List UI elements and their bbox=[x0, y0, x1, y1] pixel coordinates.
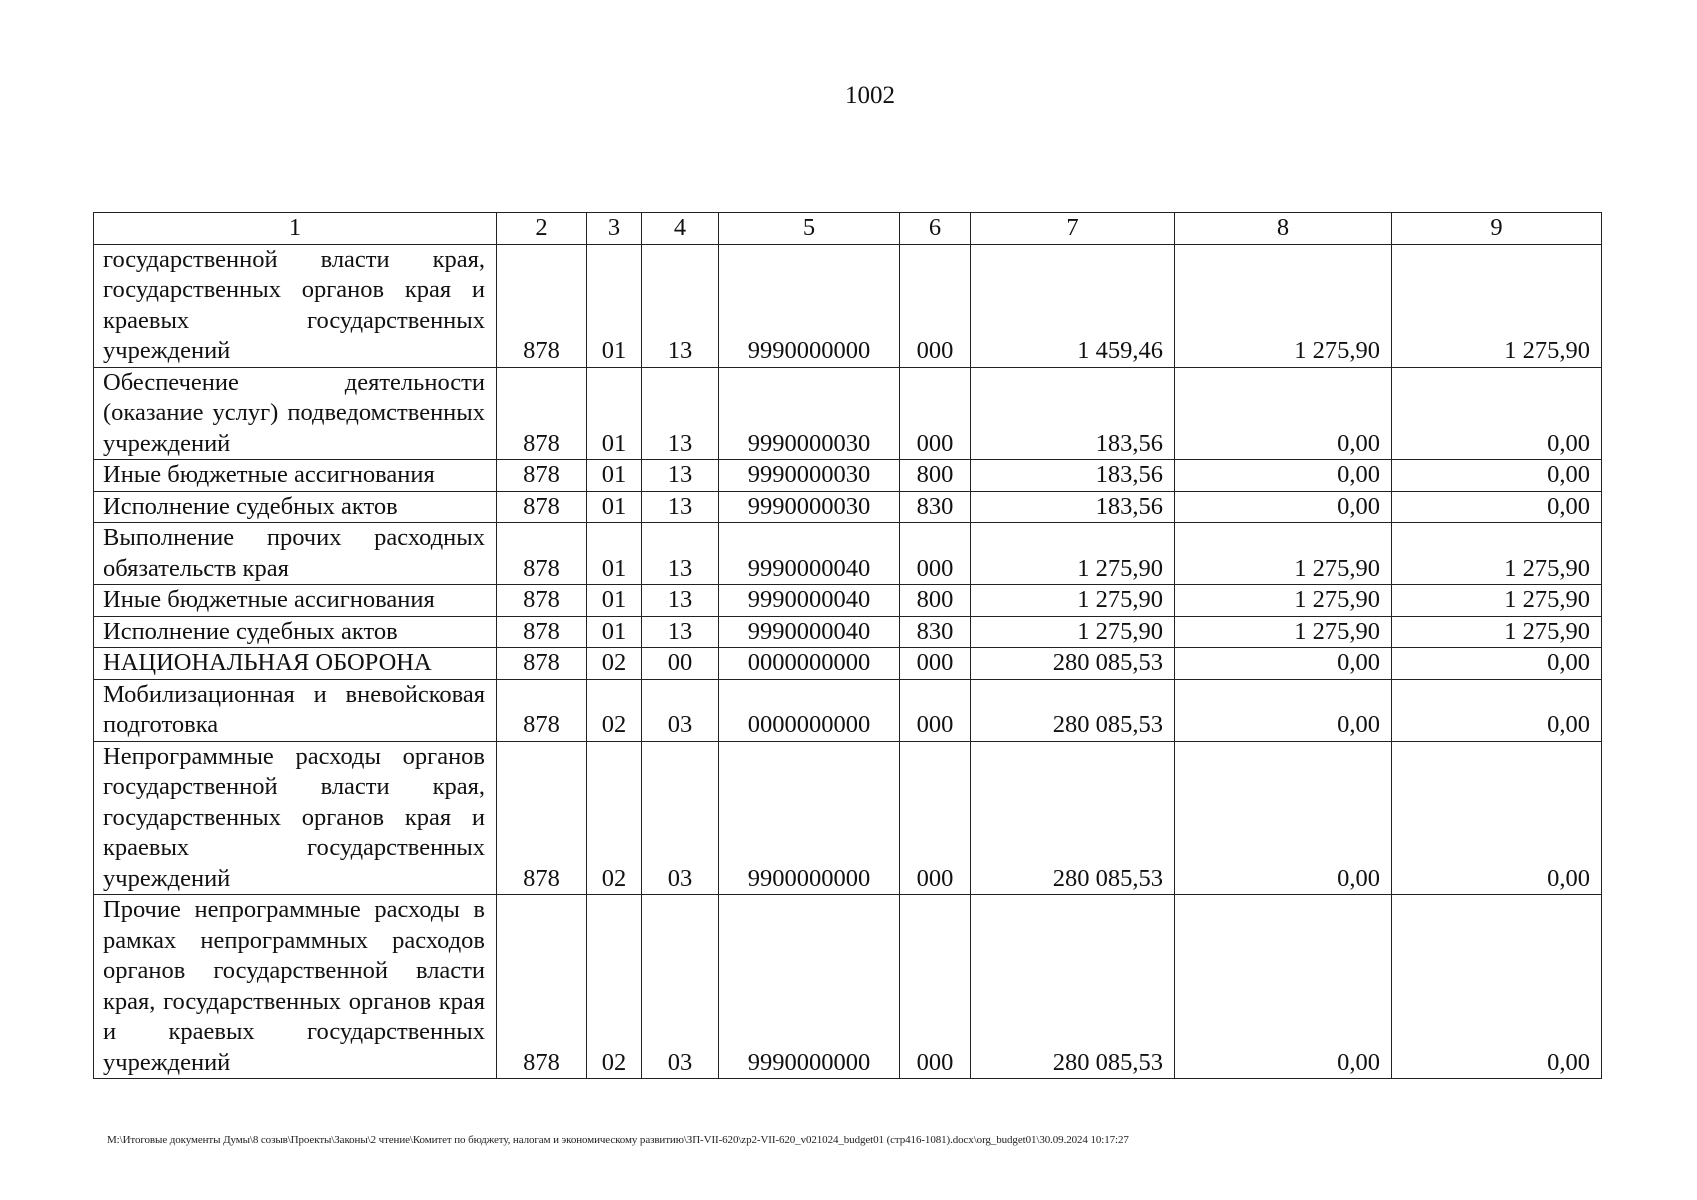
cell-subsection: 03 bbox=[642, 679, 719, 741]
budget-table bbox=[93, 212, 1602, 1079]
cell-amount-7: 1 275,90 bbox=[971, 616, 1175, 648]
cell-target: 9900000000 bbox=[719, 741, 900, 895]
cell-type: 830 bbox=[900, 616, 971, 648]
cell-code: 878 bbox=[497, 648, 587, 680]
cell-target: 9990000040 bbox=[719, 585, 900, 617]
cell-subsection: 13 bbox=[642, 367, 719, 460]
column-header: 8 bbox=[1175, 213, 1392, 245]
cell-type: 800 bbox=[900, 460, 971, 492]
column-header: 2 bbox=[497, 213, 587, 245]
cell-amount-9: 0,00 bbox=[1392, 491, 1602, 523]
cell-code: 878 bbox=[497, 895, 587, 1079]
cell-subsection: 03 bbox=[642, 741, 719, 895]
cell-section: 01 bbox=[587, 616, 642, 648]
cell-code: 878 bbox=[497, 679, 587, 741]
cell-type: 000 bbox=[900, 679, 971, 741]
cell-amount-8: 0,00 bbox=[1175, 741, 1392, 895]
cell-subsection: 13 bbox=[642, 585, 719, 617]
cell-amount-9: 1 275,90 bbox=[1392, 616, 1602, 648]
cell-section: 01 bbox=[587, 585, 642, 617]
table-row bbox=[94, 367, 1602, 460]
table-row bbox=[94, 523, 1602, 585]
cell-code: 878 bbox=[497, 367, 587, 460]
cell-section: 02 bbox=[587, 679, 642, 741]
cell-amount-9: 0,00 bbox=[1392, 679, 1602, 741]
cell-subsection: 03 bbox=[642, 895, 719, 1079]
cell-subsection: 13 bbox=[642, 616, 719, 648]
cell-amount-8: 0,00 bbox=[1175, 367, 1392, 460]
cell-target: 9990000000 bbox=[719, 244, 900, 367]
cell-code: 878 bbox=[497, 585, 587, 617]
row-name: Выполнение прочих расходных обязательств края bbox=[94, 523, 497, 585]
cell-subsection: 13 bbox=[642, 523, 719, 585]
column-header: 7 bbox=[971, 213, 1175, 245]
row-name: Иные бюджетные ассигнования bbox=[94, 460, 497, 492]
cell-subsection: 00 bbox=[642, 648, 719, 680]
row-name: Прочие непрограммные расходы в рамках непрограммных расходов органов государственной власти края, государственных органов края и краевых государственных учреждений bbox=[94, 895, 497, 1079]
table-row bbox=[94, 585, 1602, 617]
cell-type: 800 bbox=[900, 585, 971, 617]
cell-amount-8: 0,00 bbox=[1175, 648, 1392, 680]
cell-amount-8: 1 275,90 bbox=[1175, 523, 1392, 585]
cell-type: 000 bbox=[900, 367, 971, 460]
cell-amount-7: 280 085,53 bbox=[971, 741, 1175, 895]
table-row bbox=[94, 679, 1602, 741]
cell-code: 878 bbox=[497, 741, 587, 895]
cell-amount-8: 0,00 bbox=[1175, 895, 1392, 1079]
cell-target: 9990000030 bbox=[719, 367, 900, 460]
cell-type: 000 bbox=[900, 648, 971, 680]
cell-target: 9990000000 bbox=[719, 895, 900, 1079]
column-header: 9 bbox=[1392, 213, 1602, 245]
cell-amount-7: 1 275,90 bbox=[971, 523, 1175, 585]
cell-subsection: 13 bbox=[642, 460, 719, 492]
cell-amount-8: 1 275,90 bbox=[1175, 585, 1392, 617]
table-row bbox=[94, 741, 1602, 895]
cell-amount-9: 1 275,90 bbox=[1392, 523, 1602, 585]
cell-code: 878 bbox=[497, 460, 587, 492]
row-name: Исполнение судебных актов bbox=[94, 491, 497, 523]
cell-amount-8: 0,00 bbox=[1175, 460, 1392, 492]
table-row bbox=[94, 616, 1602, 648]
cell-target: 0000000000 bbox=[719, 679, 900, 741]
cell-amount-7: 280 085,53 bbox=[971, 679, 1175, 741]
cell-subsection: 13 bbox=[642, 491, 719, 523]
table-row bbox=[94, 895, 1602, 1079]
table-header-row bbox=[94, 213, 1602, 245]
cell-type: 000 bbox=[900, 244, 971, 367]
cell-amount-7: 183,56 bbox=[971, 460, 1175, 492]
cell-amount-9: 0,00 bbox=[1392, 648, 1602, 680]
cell-amount-9: 1 275,90 bbox=[1392, 585, 1602, 617]
cell-section: 01 bbox=[587, 491, 642, 523]
row-name: НАЦИОНАЛЬНАЯ ОБОРОНА bbox=[94, 648, 497, 680]
cell-amount-7: 280 085,53 bbox=[971, 648, 1175, 680]
row-name: Непрограммные расходы органов государственной власти края, государственных органов края и краевых государственных учреждений bbox=[94, 741, 497, 895]
row-name: государственной власти края, государственных органов края и краевых государственных учреждений bbox=[94, 244, 497, 367]
cell-section: 02 bbox=[587, 895, 642, 1079]
row-name: Обеспечение деятельности (оказание услуг) подведомственных учреждений bbox=[94, 367, 497, 460]
cell-type: 000 bbox=[900, 523, 971, 585]
column-header: 4 bbox=[642, 213, 719, 245]
cell-code: 878 bbox=[497, 523, 587, 585]
cell-code: 878 bbox=[497, 491, 587, 523]
cell-amount-9: 0,00 bbox=[1392, 895, 1602, 1079]
column-header: 1 bbox=[94, 213, 497, 245]
cell-amount-8: 0,00 bbox=[1175, 491, 1392, 523]
row-name: Иные бюджетные ассигнования bbox=[94, 585, 497, 617]
table-row bbox=[94, 244, 1602, 367]
column-header: 5 bbox=[719, 213, 900, 245]
cell-amount-9: 1 275,90 bbox=[1392, 244, 1602, 367]
cell-amount-9: 0,00 bbox=[1392, 741, 1602, 895]
cell-amount-7: 1 275,90 bbox=[971, 585, 1175, 617]
cell-target: 9990000040 bbox=[719, 616, 900, 648]
cell-section: 01 bbox=[587, 523, 642, 585]
cell-target: 9990000030 bbox=[719, 460, 900, 492]
cell-type: 000 bbox=[900, 741, 971, 895]
cell-section: 01 bbox=[587, 244, 642, 367]
cell-amount-8: 1 275,90 bbox=[1175, 244, 1392, 367]
cell-amount-9: 0,00 bbox=[1392, 460, 1602, 492]
cell-section: 02 bbox=[587, 648, 642, 680]
cell-type: 000 bbox=[900, 895, 971, 1079]
cell-section: 01 bbox=[587, 367, 642, 460]
cell-section: 02 bbox=[587, 741, 642, 895]
cell-amount-7: 1 459,46 bbox=[971, 244, 1175, 367]
cell-subsection: 13 bbox=[642, 244, 719, 367]
column-header: 3 bbox=[587, 213, 642, 245]
table-row bbox=[94, 648, 1602, 680]
cell-amount-7: 183,56 bbox=[971, 491, 1175, 523]
row-name: Мобилизационная и вневойсковая подготовка bbox=[94, 679, 497, 741]
cell-amount-8: 0,00 bbox=[1175, 679, 1392, 741]
table-row bbox=[94, 460, 1602, 492]
cell-code: 878 bbox=[497, 616, 587, 648]
footer-file-path: M:\Итоговые документы Думы\8 созыв\Проекты\Законы\2 чтение\Комитет по бюджету, налогам и экономическому развитию\ЗП-VII-620\zp2-VII-620_v021024_budget01 (стр416-1081).docx\org_budget01\30.09.2024 10:17:27 bbox=[107, 1134, 1129, 1146]
cell-code: 878 bbox=[497, 244, 587, 367]
cell-target: 9990000040 bbox=[719, 523, 900, 585]
page-number: 1002 bbox=[845, 82, 895, 109]
row-name: Исполнение судебных актов bbox=[94, 616, 497, 648]
cell-amount-7: 280 085,53 bbox=[971, 895, 1175, 1079]
cell-section: 01 bbox=[587, 460, 642, 492]
table-row bbox=[94, 491, 1602, 523]
cell-type: 830 bbox=[900, 491, 971, 523]
cell-target: 0000000000 bbox=[719, 648, 900, 680]
cell-amount-7: 183,56 bbox=[971, 367, 1175, 460]
column-header: 6 bbox=[900, 213, 971, 245]
cell-target: 9990000030 bbox=[719, 491, 900, 523]
cell-amount-8: 1 275,90 bbox=[1175, 616, 1392, 648]
cell-amount-9: 0,00 bbox=[1392, 367, 1602, 460]
